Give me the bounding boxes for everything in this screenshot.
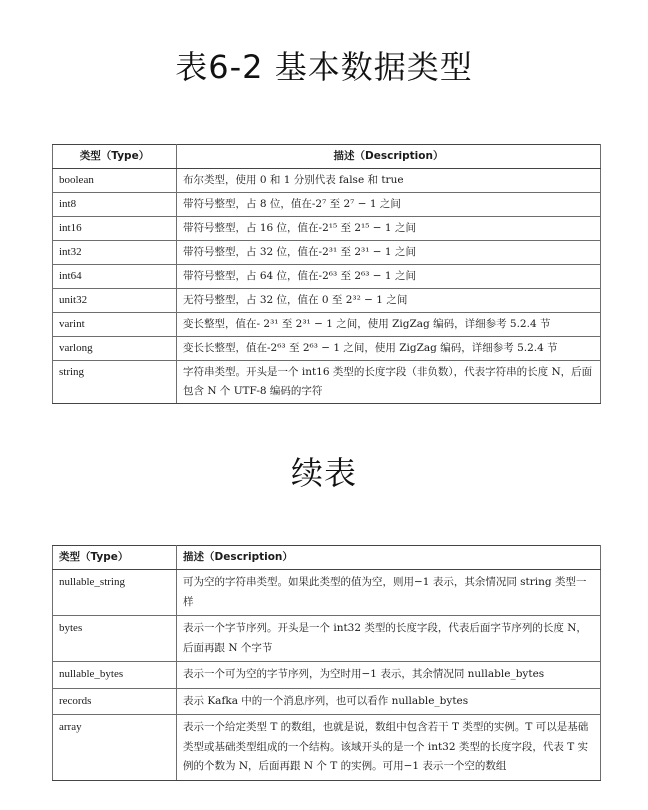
table-row — [53, 289, 601, 313]
table-row — [53, 337, 601, 361]
type-cell: int64 — [53, 265, 177, 289]
description-cell: 带符号整型，占 16 位，值在-2¹⁵ 至 2¹⁵ − 1 之间 — [177, 217, 601, 241]
table-row — [53, 570, 601, 616]
type-cell: boolean — [53, 169, 177, 193]
description-cell: 无符号整型，占 32 位，值在 0 至 2³² − 1 之间 — [177, 289, 601, 313]
type-cell: unit32 — [53, 289, 177, 313]
column-header-description: 描述（Description） — [177, 145, 601, 169]
type-cell: varlong — [53, 337, 177, 361]
description-cell: 带符号整型，占 8 位，值在-2⁷ 至 2⁷ − 1 之间 — [177, 193, 601, 217]
type-cell: bytes — [53, 616, 177, 662]
description-cell: 表示 Kafka 中的一个消息序列，也可以看作 nullable_bytes — [177, 688, 601, 715]
description-cell: 变长长整型，值在-2⁶³ 至 2⁶³ − 1 之间，使用 ZigZag 编码，详细参考 5.2.4 节 — [177, 337, 601, 361]
description-cell: 带符号整型，占 32 位，值在-2³¹ 至 2³¹ − 1 之间 — [177, 241, 601, 265]
table-row — [53, 217, 601, 241]
type-cell: int8 — [53, 193, 177, 217]
continued-types-table — [52, 545, 601, 781]
table-title: 表6-2 基本数据类型 — [175, 48, 473, 86]
continued-title: 续表 — [290, 454, 357, 492]
type-cell: varint — [53, 313, 177, 337]
column-header-description: 描述（Description） — [177, 546, 601, 570]
table-row — [53, 715, 601, 781]
column-header-type: 类型（Type） — [53, 546, 177, 570]
table-row — [53, 688, 601, 715]
table-row — [53, 662, 601, 689]
type-cell: array — [53, 715, 177, 781]
description-cell: 布尔类型，使用 0 和 1 分别代表 false 和 true — [177, 169, 601, 193]
type-cell: int32 — [53, 241, 177, 265]
table-row — [53, 616, 601, 662]
description-cell: 变长整型，值在- 2³¹ 至 2³¹ − 1 之间，使用 ZigZag 编码，详细参考 5.2.4 节 — [177, 313, 601, 337]
table-row — [53, 265, 601, 289]
table-row — [53, 193, 601, 217]
basic-types-table — [52, 144, 601, 404]
description-cell: 表示一个可为空的字节序列，为空时用−1 表示，其余情况同 nullable_bytes — [177, 662, 601, 689]
table-row — [53, 361, 601, 404]
table-header-row — [53, 546, 601, 570]
description-cell: 带符号整型，占 64 位，值在-2⁶³ 至 2⁶³ − 1 之间 — [177, 265, 601, 289]
type-cell: int16 — [53, 217, 177, 241]
description-cell: 表示一个字节序列。开头是一个 int32 类型的长度字段，代表后面字节序列的长度 N，后面再跟 N 个字节 — [177, 616, 601, 662]
table-row — [53, 313, 601, 337]
description-cell: 可为空的字符串类型。如果此类型的值为空，则用−1 表示，其余情况同 string 类型一样 — [177, 570, 601, 616]
table-row — [53, 169, 601, 193]
table-header-row — [53, 145, 601, 169]
type-cell: records — [53, 688, 177, 715]
description-cell: 字符串类型。开头是一个 int16 类型的长度字段（非负数），代表字符串的长度 N，后面包含 N 个 UTF-8 编码的字符 — [177, 361, 601, 404]
description-cell: 表示一个给定类型 T 的数组，也就是说，数组中包含若干 T 类型的实例。T 可以是基础类型或基础类型组成的一个结构。该域开头的是一个 int32 类型的长度字段，代表 T 实例的个数为 N，后面再跟 N 个 T 的实例。可用−1 表示一个空的数组 — [177, 715, 601, 781]
type-cell: string — [53, 361, 177, 404]
column-header-type: 类型（Type） — [53, 145, 177, 169]
table-row — [53, 241, 601, 265]
type-cell: nullable_string — [53, 570, 177, 616]
type-cell: nullable_bytes — [53, 662, 177, 689]
